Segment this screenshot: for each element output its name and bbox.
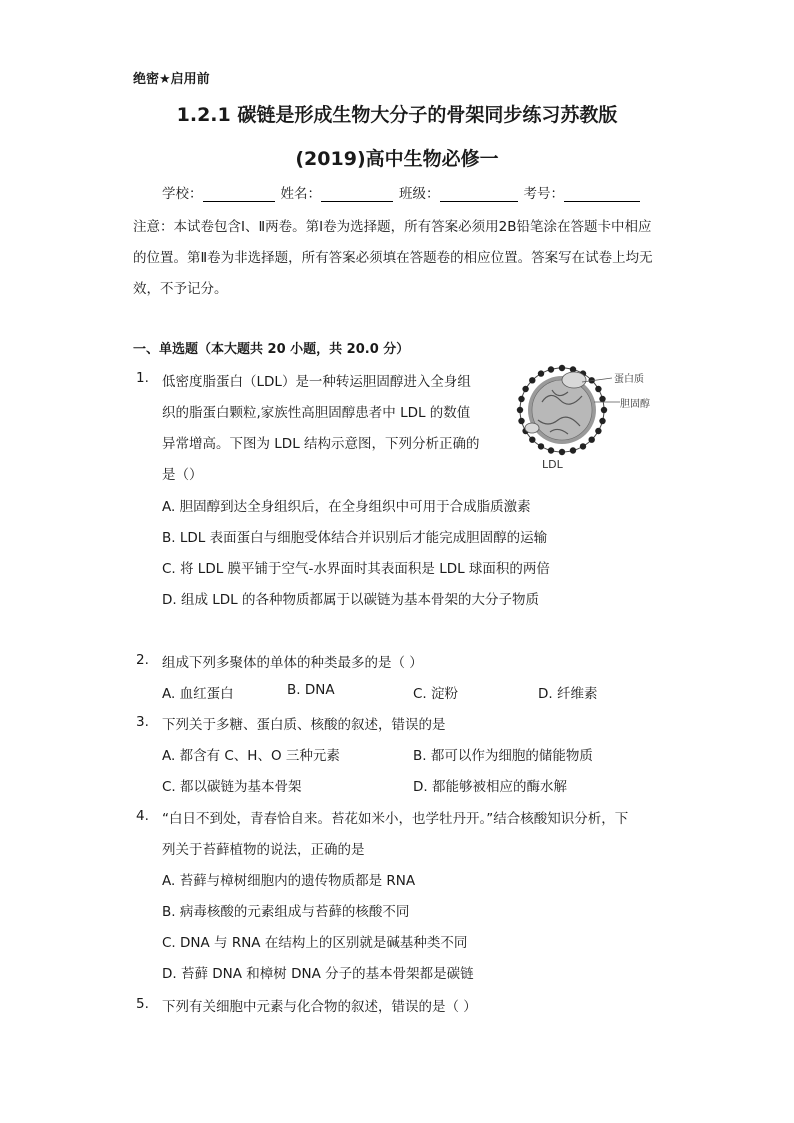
question-4-text-line2: 列关于苔藓植物的说法，正确的是 (162, 842, 365, 858)
confidential-label: 绝密★启用前 (133, 72, 210, 87)
question-4-option-a[interactable]: A. 苔藓与樟树细胞内的遗传物质都是 RNA (162, 873, 416, 889)
label-cholesterol: 胆固醇 (620, 399, 650, 410)
ldl-structure-figure (502, 360, 674, 478)
question-1-option-c[interactable]: C. 将 LDL 膜平铺于空气-水界面时其表面积是 LDL 球面积的两倍 (162, 561, 550, 577)
exam-no-blank[interactable] (564, 187, 640, 202)
question-1-text: 低密度脂蛋白（LDL）是一种转运胆固醇进入全身组织的脂蛋白颗粒,家族性高胆固醇患者中 LDL 的数值异常增高。下图为 LDL 结构示意图，下列分析正确的是（） (162, 374, 480, 483)
question-2-text: 组成下列多聚体的单体的种类最多的是（ ） (162, 655, 423, 671)
question-3-option-b[interactable]: B. 都可以作为细胞的储能物质 (413, 748, 593, 764)
question-4-option-c[interactable]: C. DNA 与 RNA 在结构上的区别就是碱基种类不同 (162, 935, 468, 951)
question-3-option-c[interactable]: C. 都以碳链为基本骨架 (162, 779, 302, 795)
question-4-number: 4. (136, 808, 149, 824)
document-title-line1: 1.2.1 碳链是形成生物大分子的骨架同步练习苏教版 (176, 104, 618, 126)
question-4-text-line1: “白日不到处，青春恰自来。苔花如米小，也学牡丹开。”结合核酸知识分析，下 (162, 811, 629, 827)
question-5-number: 5. (136, 996, 149, 1012)
question-4-option-d[interactable]: D. 苔藓 DNA 和樟树 DNA 分子的基本骨架都是碳链 (162, 966, 474, 982)
question-2-option-a[interactable]: A. 血红蛋白 (162, 686, 234, 702)
name-blank[interactable] (321, 187, 393, 202)
question-5-text: 下列有关细胞中元素与化合物的叙述，错误的是（ ） (162, 999, 477, 1015)
question-2-option-b[interactable]: B. DNA (287, 682, 335, 698)
question-1-option-d[interactable]: D. 组成 LDL 的各种物质都属于以碳链为基本骨架的大分子物质 (162, 592, 539, 608)
ldl-diagram (502, 360, 674, 478)
section-heading: 一、单选题（本大题共 20 小题，共 20.0 分） (133, 342, 410, 357)
figure-caption: LDL (542, 458, 563, 471)
class-label: 班级： (399, 186, 440, 202)
student-info-fields (162, 182, 646, 202)
question-1-option-a[interactable]: A. 胆固醇到达全身组织后，在全身组织中可用于合成脂质激素 (162, 499, 531, 515)
question-3-option-a[interactable]: A. 都含有 C、H、O 三种元素 (162, 748, 340, 764)
exam-notice: 注意：本试卷包含Ⅰ、Ⅱ两卷。第Ⅰ卷为选择题，所有答案必须用2B铅笔涂在答题卡中相应的位置。第Ⅱ卷为非选择题，所有答案必须填在答题卷的相应位置。答案写在试卷上均无效，不予记分。 (133, 219, 653, 297)
label-protein: 蛋白质 (614, 374, 644, 385)
question-2-option-d[interactable]: D. 纤维素 (538, 686, 598, 702)
question-4-option-b[interactable]: B. 病毒核酸的元素组成与苔藓的核酸不同 (162, 904, 410, 920)
question-3-text: 下列关于多糖、蛋白质、核酸的叙述，错误的是 (162, 717, 446, 733)
school-label: 学校： (162, 186, 203, 202)
exam-no-label: 考号： (523, 186, 564, 202)
document-title-line2: (2019)高中生物必修一 (295, 148, 499, 170)
question-2-option-c[interactable]: C. 淀粉 (413, 686, 459, 702)
class-blank[interactable] (440, 187, 518, 202)
school-blank[interactable] (203, 187, 275, 202)
question-1-number: 1. (136, 370, 149, 386)
question-3-number: 3. (136, 714, 149, 730)
name-label: 姓名： (280, 186, 321, 202)
question-3-option-d[interactable]: D. 都能够被相应的酶水解 (413, 779, 567, 795)
question-1-option-b[interactable]: B. LDL 表面蛋白与细胞受体结合并识别后才能完成胆固醇的运输 (162, 530, 548, 546)
question-2-number: 2. (136, 652, 149, 668)
